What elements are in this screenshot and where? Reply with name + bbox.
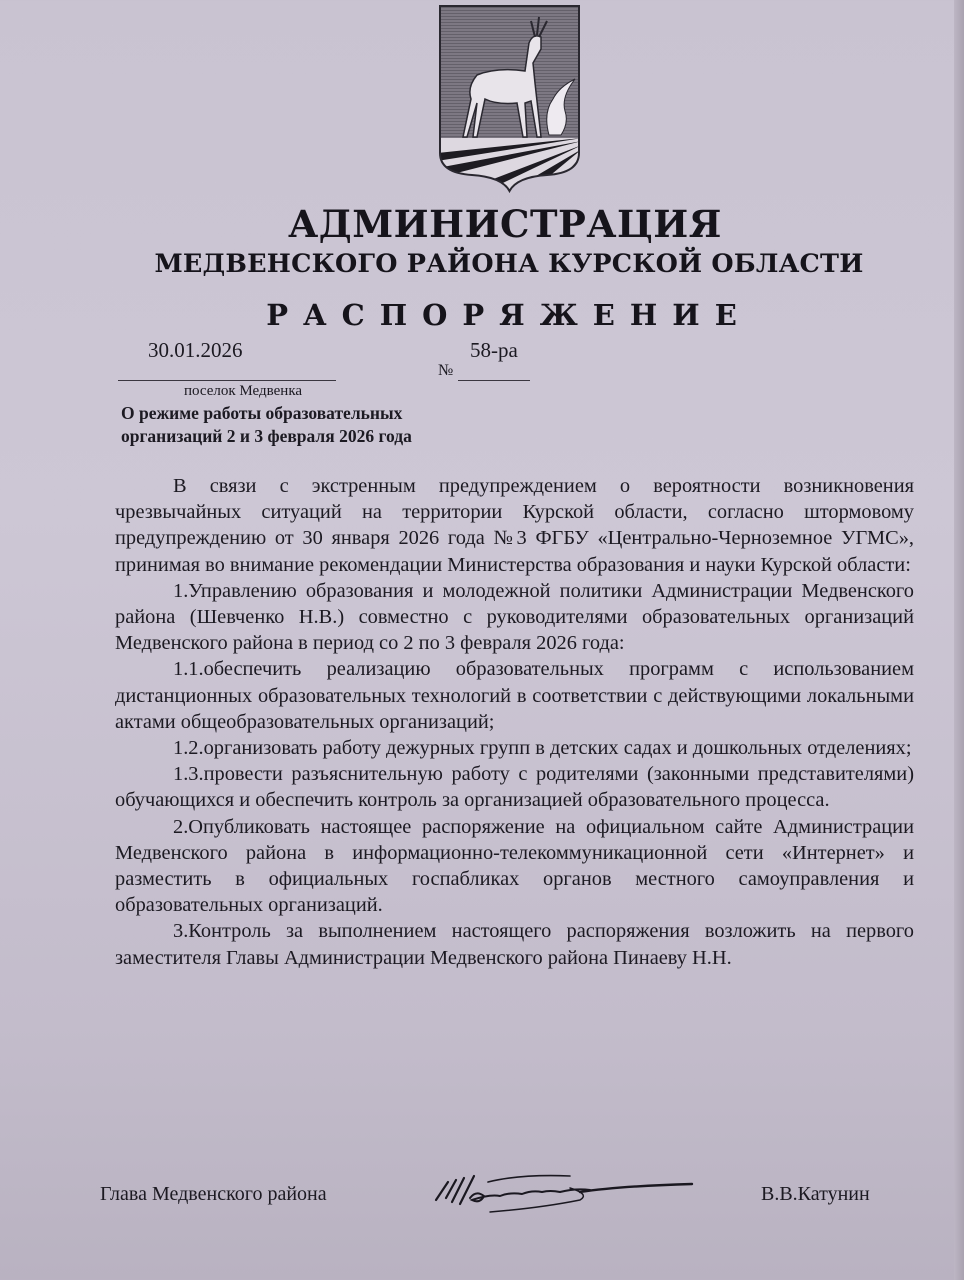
body-paragraph-1-3: 1.3.провести разъяснительную работу с родителями (законными представителями) обучающихся и обеспечить контроль за организацией образовательного процесса. bbox=[115, 763, 914, 812]
number-underline bbox=[458, 380, 530, 381]
organization-subtitle: МЕДВЕНСКОГО РАЙОНА КУРСКОЙ ОБЛАСТИ bbox=[154, 249, 864, 279]
date-underline bbox=[118, 380, 336, 381]
organization-title: АДМИНИСТРАЦИЯ bbox=[288, 202, 722, 246]
body-paragraph-1: 1.Управлению образования и молодежной политики Администрации Медвенского района (Шевченко Н.В.) совместно с руководителями образовательных организаций Медвенского района в период со 2 по 3 февраля 2026 года: bbox=[115, 579, 914, 655]
body-paragraph-preamble: В связи с экстренным предупреждением о вероятности возникновения чрезвычайных ситуаций на территории Курской области, согласно штормовому предупреждению от 30 января 2026 года №3 ФГБУ «Центрально-Черноземное УГМС», принимая во внимание рекомендации Министерства образования и науки Курской области: bbox=[115, 475, 914, 576]
number-sign: № bbox=[438, 362, 454, 379]
subject-line-2: организаций 2 и 3 февраля 2026 года bbox=[121, 426, 412, 446]
document-body bbox=[115, 473, 914, 971]
subject-line-1: О режиме работы образовательных bbox=[121, 403, 403, 423]
document-subject bbox=[121, 402, 412, 448]
page-edge bbox=[954, 0, 964, 1280]
body-paragraph-2: 2.Опубликовать настоящее распоряжение на официальном сайте Администрации Медвенского района в информационно-телекоммуникационной сети «Интернет» и разместить в официальных госпабликах органов местного самоуправления и образовательных организаций. bbox=[115, 815, 914, 917]
document-date: 30.01.2026 bbox=[148, 338, 243, 362]
coat-of-arms-icon bbox=[437, 3, 582, 193]
signatory-position: Глава Медвенского района bbox=[100, 1183, 327, 1205]
document-type: РАСПОРЯЖЕНИЕ bbox=[266, 298, 752, 332]
document-place: поселок Медвенка bbox=[184, 383, 303, 399]
body-paragraph-3: 3.Контроль за выполнением настоящего распоряжения возложить на первого заместителя Главы Администрации Медвенского района Пинаеву Н.Н. bbox=[115, 920, 914, 969]
handwritten-signature-icon bbox=[430, 1168, 700, 1218]
body-paragraph-1-2: 1.2.организовать работу дежурных групп в детских садах и дошкольных отделениях; bbox=[173, 737, 912, 760]
signatory-name: В.В.Катунин bbox=[761, 1183, 870, 1205]
body-paragraph-1-1: 1.1.обеспечить реализацию образовательных программ с использованием дистанционных образовательных технологий в соответствии с действующими локальными актами общеобразовательных организаций; bbox=[115, 658, 914, 733]
document-number: 58-ра bbox=[470, 338, 518, 362]
